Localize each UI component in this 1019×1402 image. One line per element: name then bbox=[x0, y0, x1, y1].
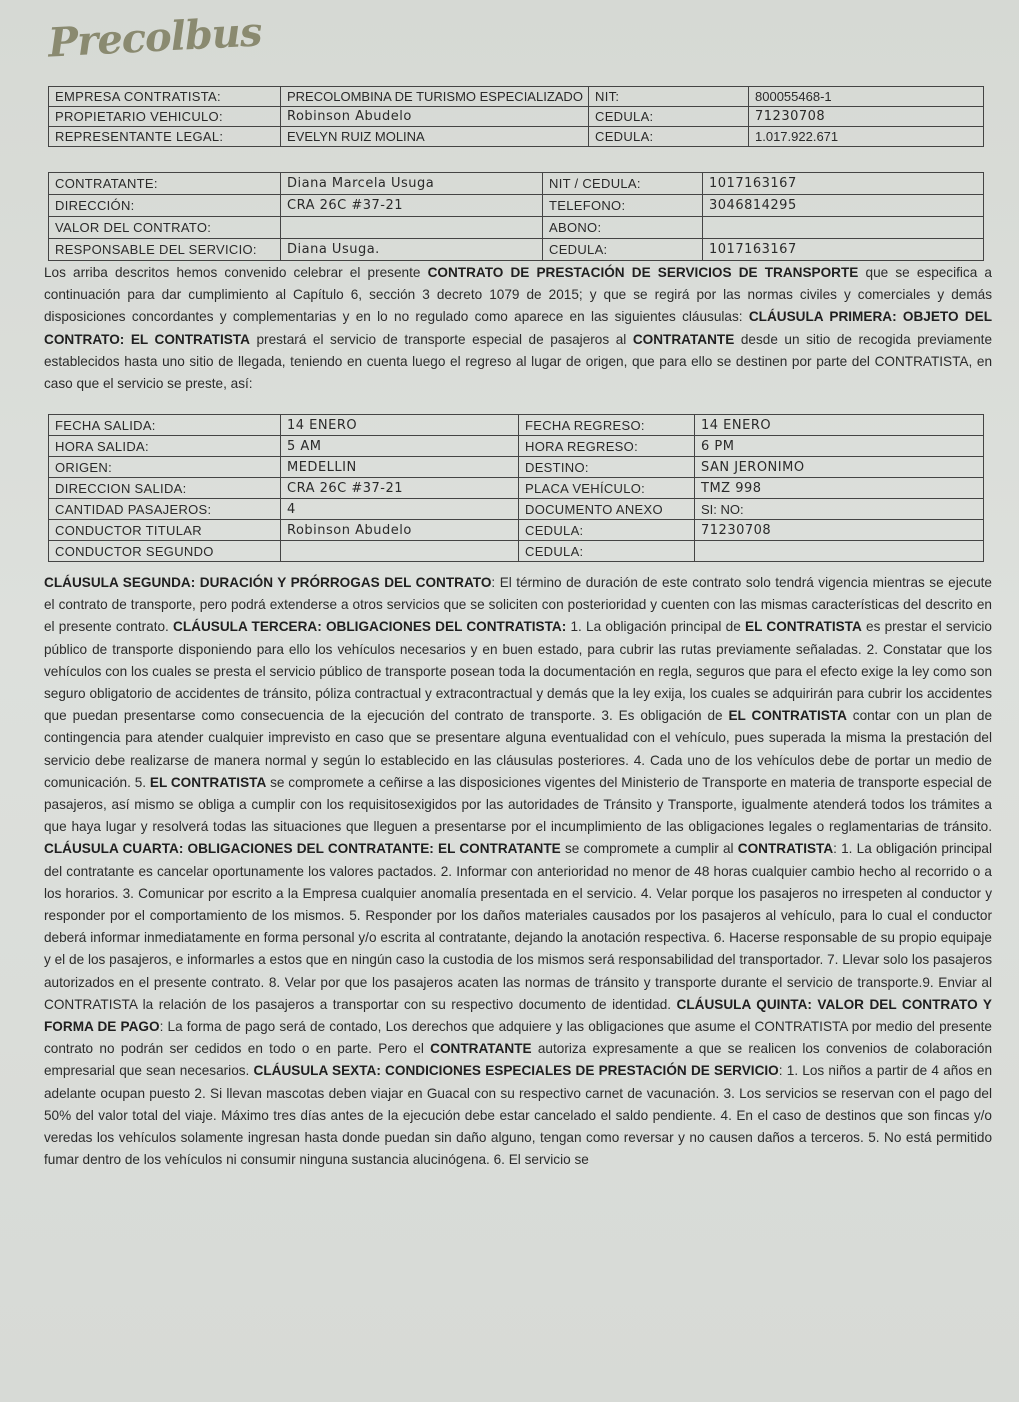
clause-text: : El término de duración de este contrato solo tendrá vigencia mientras se ejecute el contrato de transporte, pero podrá extenderse a otros servicios que se soliciten con posterioridad y cuenten con las mismas características del descrito en el presente contrato. bbox=[44, 575, 992, 635]
clause-heading: EL CONTRATISTA bbox=[728, 708, 847, 724]
trip-field-value: 14 ENERO bbox=[695, 415, 984, 436]
trip-field-label: PLACA VEHÍCULO: bbox=[519, 478, 695, 499]
client-field-label: VALOR DEL CONTRATO: bbox=[49, 217, 281, 239]
client-field-label: CONTRATANTE: bbox=[49, 173, 281, 195]
client-field-value bbox=[281, 217, 543, 239]
trip-row bbox=[49, 415, 984, 436]
clause-heading: EL CONTRATISTA bbox=[745, 619, 862, 635]
company-table bbox=[48, 86, 984, 147]
clause-heading: CLÁUSULA SEGUNDA: DURACIÓN Y PRÓRROGAS DEL CONTRATO bbox=[44, 575, 492, 590]
clause-text: : 1. Los niños a partir de 4 años en adelante ocupan puesto 2. Si llevan mascotas deben viajar en Guacal con su respectivo carnet de vacunación. 3. Los servicios se reservan con el pago del 50% del valor total del viaje. Máximo tres días antes de la ejecución debe estar cancelado el saldo pendiente. 4. En el caso de destinos que son fincas y/o veredas los vehículos solamente ingresan hasta donde puedan sin daño alguno, tengan como reversar y no causen daños a terceros. 5. No está permitido fumar dentro de los vehículos ni consumir ninguna sustancia alucinógena. 6. El servicio se bbox=[44, 1063, 993, 1168]
company-field-value: EVELYN RUIZ MOLINA bbox=[281, 127, 589, 147]
trip-field-value: 6 PM bbox=[695, 436, 984, 457]
company-row bbox=[49, 107, 984, 127]
clause-heading: EL CONTRATISTA bbox=[149, 774, 267, 790]
clause-text: se compromete a ceñirse a las disposiciones vigentes del Ministerio de Transporte en materia de transporte especial de pasajeros, así mismo se obliga a cumplir con los requisitosexigidos por las autoridades de Tránsito y Transporte, igualmente atenderá todos los trámites a que haya lugar y resolverá todas las situaciones que lleguen a presentarse por el incumplimiento de las obligaciones legales o reglamentarias de tránsito. bbox=[44, 774, 992, 835]
client-field-value: CRA 26C #37-21 bbox=[281, 195, 543, 217]
client-field-label: DIRECCIÓN: bbox=[49, 195, 281, 217]
trip-field-label: FECHA REGRESO: bbox=[519, 415, 695, 436]
client-field-label: ABONO: bbox=[543, 217, 703, 239]
clause-heading: CONTRATISTA bbox=[737, 841, 834, 857]
company-field-value: 1.017.922.671 bbox=[749, 127, 984, 147]
clause-heading: CONTRATANTE bbox=[430, 1041, 532, 1057]
client-field-label: RESPONSABLE DEL SERVICIO: bbox=[49, 239, 281, 261]
trip-field-label: DIRECCION SALIDA: bbox=[49, 478, 281, 499]
trip-field-label: HORA REGRESO: bbox=[519, 436, 695, 457]
trip-field-value bbox=[695, 541, 984, 562]
trip-field-value: 5 AM bbox=[281, 436, 519, 457]
trip-field-value bbox=[281, 541, 519, 562]
trip-field-label: DESTINO: bbox=[519, 457, 695, 478]
client-field-label: NIT / CEDULA: bbox=[543, 173, 703, 195]
trip-field-value: SAN JERONIMO bbox=[695, 457, 984, 478]
client-field-label: TELEFONO: bbox=[543, 195, 703, 217]
clause-text: autoriza expresamente a que se realicen los convenios de colaboración empresarial que sean necesarios. bbox=[44, 1041, 992, 1079]
client-row bbox=[49, 217, 984, 239]
client-field-value bbox=[703, 217, 984, 239]
company-field-value: 71230708 bbox=[749, 107, 984, 127]
trip-field-value: 14 ENERO bbox=[281, 415, 519, 436]
trip-field-label: CONDUCTOR SEGUNDO bbox=[49, 541, 281, 562]
trip-row bbox=[49, 499, 984, 520]
clause-heading: CLÁUSULA TERCERA: OBLIGACIONES DEL CONTRATISTA: bbox=[173, 619, 567, 635]
clause-heading: CLÁUSULA CUARTA: OBLIGACIONES DEL CONTRATANTE: EL CONTRATANTE bbox=[44, 841, 561, 857]
company-row bbox=[49, 127, 984, 147]
clause-text: se compromete a cumplir al bbox=[560, 841, 738, 857]
trip-field-label: ORIGEN: bbox=[49, 457, 281, 478]
trip-field-value: TMZ 998 bbox=[695, 478, 984, 499]
trip-field-value: MEDELLIN bbox=[281, 457, 519, 478]
company-row bbox=[49, 87, 984, 107]
company-field-label: CEDULA: bbox=[589, 107, 749, 127]
company-field-label: CEDULA: bbox=[589, 127, 749, 147]
trip-row bbox=[49, 436, 984, 457]
trip-field-label: CEDULA: bbox=[519, 541, 695, 562]
trip-field-value: CRA 26C #37-21 bbox=[281, 478, 519, 499]
clause-text: 1. La obligación principal de bbox=[566, 619, 746, 635]
trip-field-label: CONDUCTOR TITULAR bbox=[49, 520, 281, 541]
trip-field-label: FECHA SALIDA: bbox=[49, 415, 281, 436]
client-field-value: Diana Usuga. bbox=[281, 239, 543, 261]
clause-text: es prestar el servicio público de transporte disponiendo para ello los vehículos necesarios y en buen estado, para cubrir las rutas previamente señaladas. 2. Constatar que los vehículos con los cuales se presta el servicio público de transporte posean toda la documentación en regla, seguros que para el efecto exige la ley como son seguro obligatorio de accidentes de tránsito, póliza contractual y extracontractual y demás que la ley exija, los cuales se adquirirán para cubrir los accidentes que puedan presentarse como consecuencia de la ejecución del contrato de transporte. 3. Es obligación de bbox=[44, 619, 992, 724]
company-field-value: Robinson Abudelo bbox=[281, 107, 589, 127]
client-row bbox=[49, 239, 984, 261]
trip-row bbox=[49, 520, 984, 541]
company-logo: Precolbus bbox=[46, 8, 263, 67]
trip-field-label: DOCUMENTO ANEXO bbox=[519, 499, 695, 520]
trip-field-label: HORA SALIDA: bbox=[49, 436, 281, 457]
client-field-value: 1017163167 bbox=[703, 173, 984, 195]
company-field-label: NIT: bbox=[589, 87, 749, 107]
clauses-text bbox=[44, 572, 992, 1171]
company-field-label: REPRESENTANTE LEGAL: bbox=[49, 127, 281, 147]
client-field-value: 3046814295 bbox=[703, 195, 984, 217]
client-row bbox=[49, 173, 984, 195]
company-field-value: 800055468-1 bbox=[749, 87, 984, 107]
trip-field-label: CANTIDAD PASAJEROS: bbox=[49, 499, 281, 520]
trip-field-value: SI: NO: bbox=[695, 499, 984, 520]
trip-field-value: 71230708 bbox=[695, 520, 984, 541]
trip-field-label: CEDULA: bbox=[519, 520, 695, 541]
clause-heading: CLÁUSULA QUINTA: VALOR DEL CONTRATO Y FORMA DE PAGO bbox=[44, 996, 992, 1035]
clause-text: contar con un plan de contingencia para atender cualquier imprevisto en caso que se presentare alguna eventualidad con el vehículo, pues superada la misma la prestación del servicio debe realizarse de manera normal y según lo establecido en las cláusulas posteriores. 4. Cada uno de los vehículos debe de portar un medio de comunicación. 5. bbox=[44, 708, 992, 790]
trip-field-value: 4 bbox=[281, 499, 519, 520]
client-row bbox=[49, 195, 984, 217]
intro-paragraph: Los arriba descritos hemos convenido celebrar el presente CONTRATO DE PRESTACIÓN DE SERVICIOS DE TRANSPORTE que se especifica a continuación para dar cumplimiento al Capítulo 6, sección 3 decreto 1079 de 2015; y que se regirá por las normas civiles y comerciales y demás disposiciones concordantes y complementarias y en lo no regulado como aparece en las siguientes cláusulas: CLÁUSULA PRIMERA: OBJETO DEL CONTRATO: EL CONTRATISTA prestará el servicio de transporte especial de pasajeros al CONTRATANTE desde un sitio de recogida previamente establecidos hasta uno sitio de llegada, teniendo en cuenta luego el regreso al lugar de origen, que para ello se destinen por parte del CONTRATISTA, en caso que el servicio se preste, así: bbox=[44, 265, 993, 392]
trip-row bbox=[49, 541, 984, 562]
client-field-label: CEDULA: bbox=[543, 239, 703, 261]
company-field-label: EMPRESA CONTRATISTA: bbox=[49, 87, 281, 107]
client-field-value: Diana Marcela Usuga bbox=[281, 173, 543, 195]
trip-row bbox=[49, 457, 984, 478]
clause-heading: CLÁUSULA SEXTA: CONDICIONES ESPECIALES DE PRESTACIÓN DE SERVICIO bbox=[253, 1063, 779, 1079]
trip-field-value: Robinson Abudelo bbox=[281, 520, 519, 541]
clause-text: : 1. La obligación principal del contratante es cancelar oportunamente los valores pactados. 2. Informar con anterioridad no menor de 48 horas cualquier cambio hecho al recorrido o a los horarios. 3. Comunicar por escrito a la Empresa cualquier anomalía presentada en el servicio. 4. Velar porque los pasajeros no irrespeten al conductor y responder por el comportamiento de los mismos. 5. Responder por los daños materiales causados por los pasajeros al vehículo, para lo cual el conductor deberá informar inmediatamente en forma personal y/o escrita al contratante, dejando la anotación respectiva. 6. Hacerse responsable de su propio equipaje y el de los pasajeros, e informarles a estos que en ningún caso la custodia de los mismos será responsabilidad del transportador. 7. Llevar solo los pasajeros autorizados en el presente contrato. 8. Velar por que los pasajeros acaten las normas de tránsito y transporte durante el servicio de transporte.9. Enviar al CONTRATISTA la relación de los pasajeros a transportar con su respectivo documento de identidad. bbox=[44, 841, 992, 1012]
company-field-value: PRECOLOMBINA DE TURISMO ESPECIALIZADO bbox=[281, 87, 589, 107]
client-table bbox=[48, 172, 984, 261]
trip-row bbox=[49, 478, 984, 499]
trip-table bbox=[48, 414, 984, 562]
client-field-value: 1017163167 bbox=[703, 239, 984, 261]
clause-text: : La forma de pago será de contado, Los derechos que adquiere y las obligaciones que asume el CONTRATISTA por medio del presente contrato no podrán ser cedidos en todo o en parte. Pero el bbox=[44, 1019, 992, 1057]
company-field-label: PROPIETARIO VEHICULO: bbox=[49, 107, 281, 127]
